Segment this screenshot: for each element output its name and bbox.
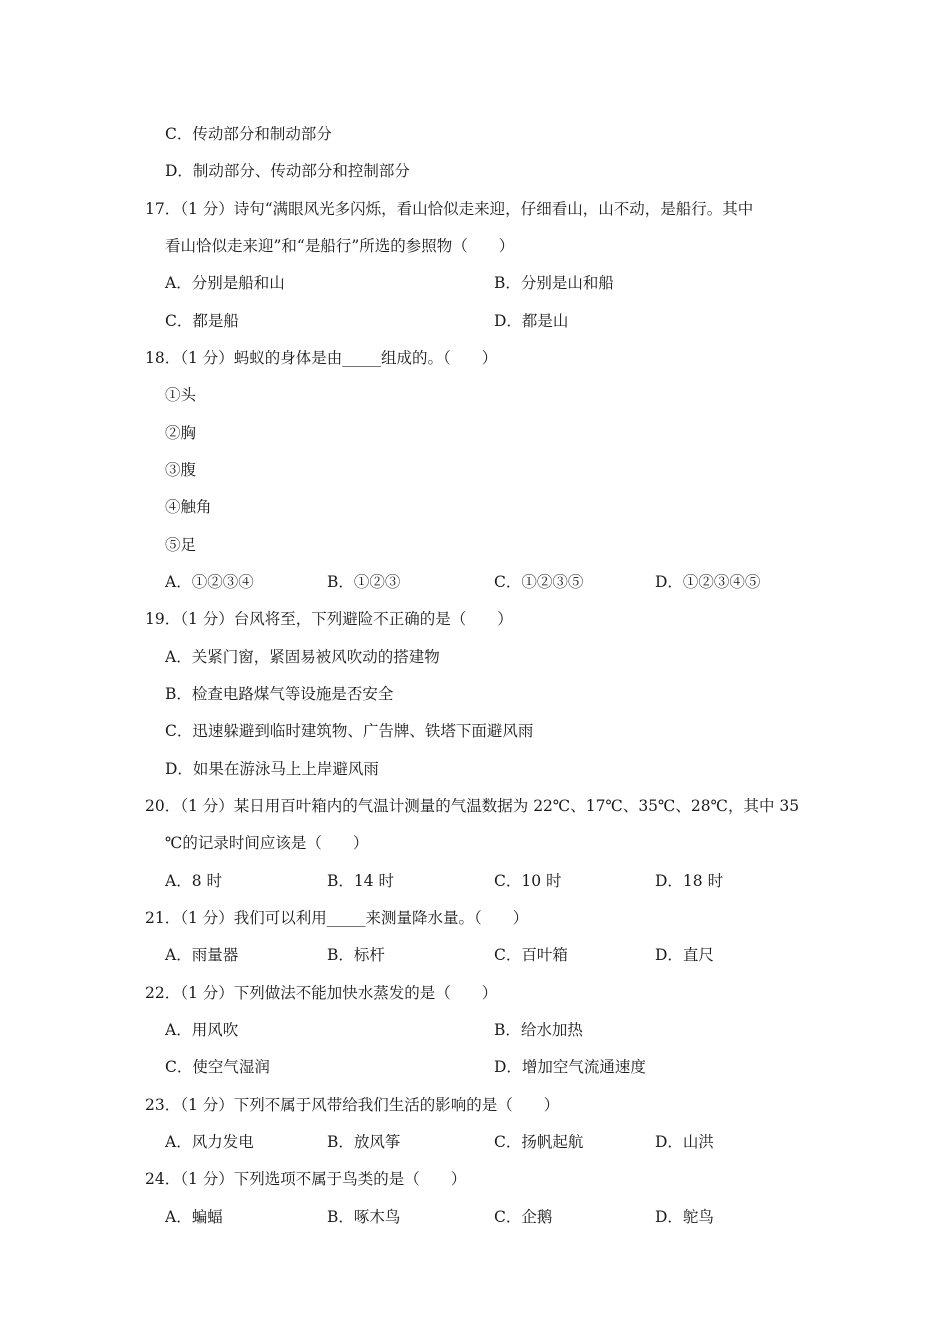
- q19-option-b: B．检查电路煤气等设施是否安全: [165, 685, 394, 703]
- q21-option-d: D．直尺: [655, 946, 714, 964]
- q24-option-b: B．啄木鸟: [327, 1208, 401, 1226]
- q18-item-2: ②胸: [165, 424, 197, 442]
- q24-stem: 24．（1 分）下列选项不属于鸟类的是（ ）: [145, 1170, 467, 1188]
- q20-option-c: C．10 时: [494, 872, 562, 890]
- q24-option-a: A．蝙蝠: [165, 1208, 223, 1226]
- q23-option-a: A．风力发电: [165, 1133, 254, 1151]
- q20-option-d: D．18 时: [655, 872, 724, 890]
- q22-option-d: D．增加空气流通速度: [494, 1058, 646, 1076]
- q17-option-b: B．分别是山和船: [494, 274, 614, 292]
- q16-option-c: C．传动部分和制动部分: [165, 125, 332, 143]
- q23-option-d: D．山洪: [655, 1133, 714, 1151]
- q18-item-1: ①头: [165, 386, 197, 404]
- q21-option-a: A．雨量器: [165, 946, 239, 964]
- q17-option-a: A．分别是船和山: [165, 274, 285, 292]
- q18-item-5: ⑤足: [165, 536, 197, 554]
- q18-option-c: C．①②③⑤: [494, 573, 584, 591]
- q23-option-b: B．放风筝: [327, 1133, 401, 1151]
- q24-option-c: C．企鹅: [494, 1208, 553, 1226]
- q23-option-c: C．扬帆起航: [494, 1133, 584, 1151]
- q17-option-d: D．都是山: [494, 312, 569, 330]
- q19-option-d: D．如果在游泳马上上岸避风雨: [165, 760, 379, 778]
- q20-stem: 20．（1 分）某日用百叶箱内的气温计测量的气温数据为 22℃、17℃、35℃、28℃，其中 35: [145, 797, 800, 815]
- q20-stem-continued: ℃的记录时间应该是（ ）: [165, 834, 369, 852]
- q20-option-b: B．14 时: [327, 872, 395, 890]
- q18-option-a: A．①②③④: [165, 573, 254, 591]
- q17-option-c: C．都是船: [165, 312, 239, 330]
- q18-option-b: B．①②③: [327, 573, 401, 591]
- q22-option-b: B．给水加热: [494, 1021, 583, 1039]
- q22-stem: 22．（1 分）下列做法不能加快水蒸发的是（ ）: [145, 984, 498, 1002]
- q19-option-a: A．关紧门窗，紧固易被风吹动的搭建物: [165, 648, 440, 666]
- q21-option-c: C．百叶箱: [494, 946, 568, 964]
- q21-option-b: B．标杆: [327, 946, 385, 964]
- q17-stem-continued: 看山恰似走来迎”和“是船行”所选的参照物（ ）: [165, 237, 515, 255]
- q18-item-3: ③腹: [165, 461, 197, 479]
- q19-stem: 19．（1 分）台风将至，下列避险不正确的是（ ）: [145, 610, 513, 628]
- q22-option-c: C．使空气湿润: [165, 1058, 270, 1076]
- q16-option-d: D．制动部分、传动部分和控制部分: [165, 162, 410, 180]
- q20-option-a: A．8 时: [165, 872, 222, 890]
- q18-item-4: ④触角: [165, 498, 212, 516]
- q17-stem: 17．（1 分）诗句“满眼风光多闪烁，看山恰似走来迎，仔细看山，山不动，是船行。其中: [145, 200, 754, 218]
- q18-option-d: D．①②③④⑤: [655, 573, 761, 591]
- q24-option-d: D．鸵鸟: [655, 1208, 714, 1226]
- q22-option-a: A．用风吹: [165, 1021, 239, 1039]
- q21-stem: 21．（1 分）我们可以利用_____来测量降水量。（ ）: [145, 909, 529, 927]
- q23-stem: 23．（1 分）下列不属于风带给我们生活的影响的是（ ）: [145, 1096, 560, 1114]
- q19-option-c: C．迅速躲避到临时建筑物、广告牌、铁塔下面避风雨: [165, 722, 534, 740]
- q18-stem: 18．（1 分）蚂蚁的身体是由_____组成的。（ ）: [145, 349, 498, 367]
